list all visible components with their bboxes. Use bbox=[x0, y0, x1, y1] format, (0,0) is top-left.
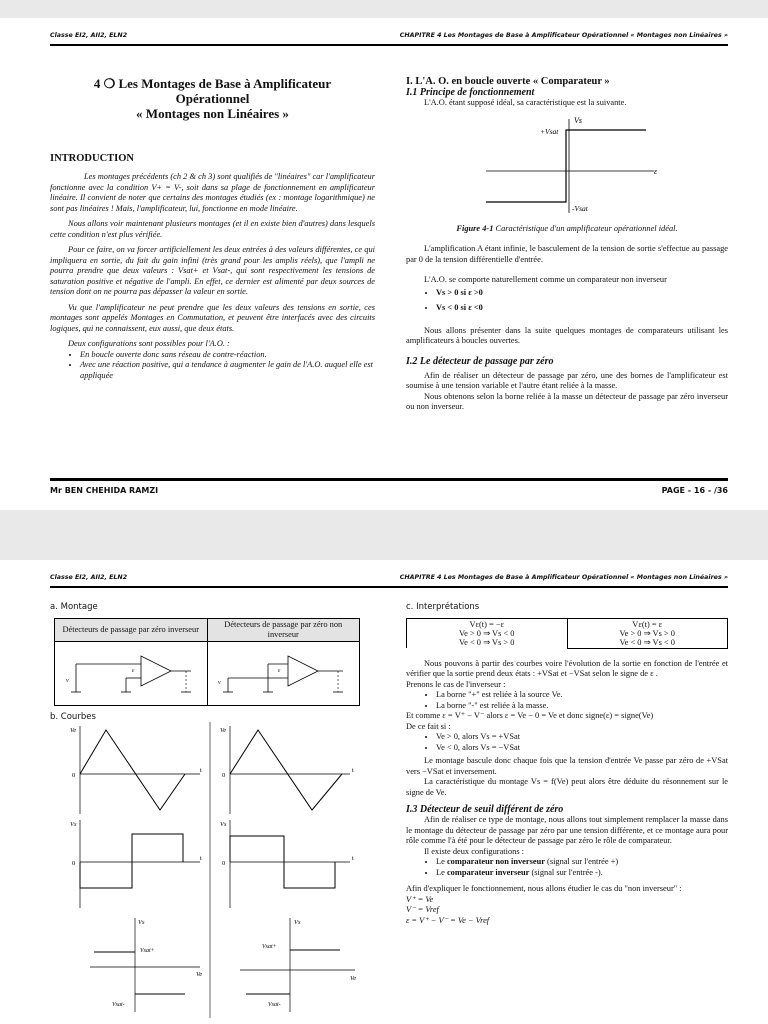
intro-heading: INTRODUCTION bbox=[50, 153, 135, 164]
intro-paragraph: Les montages précédents (ch 2 & ch 3) sont qualifiés de "linéaires" car l'amplificateur fonctionne avec la condition V+ = V-, soit dans sa plage de fonctionnement en amplificateur linéaire. Il convient de noter que certains des montages étudiés (ex : montage logarithmique) ne sont pas linéaires ! Mais, l'amplificateur, lui, fonctionne en mode linéaire. bbox=[50, 172, 375, 213]
intro-paragraph: Deux configurations sont possibles pour l'A.O. : bbox=[68, 339, 230, 348]
svg-text:Ve: Ve bbox=[70, 727, 77, 734]
svg-text:v: v bbox=[65, 677, 69, 684]
svg-text:0: 0 bbox=[222, 860, 226, 867]
right-column bbox=[406, 76, 728, 413]
section-paragraph: Afin de réaliser un détecteur de passage par zéro, une des bornes de l'amplificateur est soumise à une tension variable et l'autre étant reliée à la masse. bbox=[406, 370, 728, 390]
table-header: Détecteurs de passage par zéro inverseur bbox=[55, 618, 208, 641]
page-17 bbox=[0, 560, 768, 1024]
svg-text:ε: ε bbox=[278, 667, 281, 674]
section-paragraph: L'A.O. étant supposé idéal, sa caractéristique est la suivante. bbox=[424, 98, 627, 107]
section-paragraph: Le montage bascule donc chaque fois que la tension d'entrée Ve passe par zéro de +VSat vers −VSat et inversement. bbox=[406, 756, 728, 776]
list-item: • Avec une réaction positive, qui a tendance à augmenter le gain de l'A.O. auquel elle est appliquée bbox=[80, 360, 375, 381]
footer-author: Mr BEN CHEHIDA RAMZI bbox=[50, 486, 159, 495]
interpretation-table: Vε(t) = −ε Ve > 0 ⇒ Vs < 0 Ve < 0 ⇒ Vs > 0 Vε(t) = ε Ve > 0 ⇒ Vs > 0 Ve < 0 ⇒ Vs < 0 bbox=[406, 618, 728, 649]
right-column bbox=[406, 602, 728, 926]
page-header bbox=[50, 574, 728, 588]
transfer-curve bbox=[486, 130, 646, 202]
svg-text:ε: ε bbox=[131, 667, 135, 674]
list-item: • Le comparateur non inverseur (signal sur l'entrée +) bbox=[436, 857, 728, 868]
left-column bbox=[50, 76, 375, 381]
list-item: • Vs > 0 si ε >0 bbox=[436, 288, 728, 299]
eps-label: ε bbox=[654, 166, 658, 176]
footer-page-number: PAGE - 16 - /36 bbox=[661, 486, 728, 495]
curves-figure bbox=[50, 722, 370, 1018]
svg-text:Vsat-: Vsat- bbox=[268, 1002, 281, 1008]
equation: ε = V⁺ − V⁻ = Ve − Vref bbox=[406, 915, 490, 925]
inverting-circuit-diagram bbox=[56, 642, 206, 702]
montage-table bbox=[54, 618, 360, 706]
svg-text:t: t bbox=[200, 855, 202, 862]
header-chapter: CHAPITRE 4 Les Montages de Base à Amplificateur Opérationnel « Montages non Linéaires » bbox=[399, 574, 728, 581]
comparator-characteristic-figure bbox=[406, 109, 728, 217]
svg-text:Vs: Vs bbox=[294, 919, 301, 926]
intro-paragraph: Vu que l'amplificateur ne peut prendre que les deux valeurs des tensions en sortie, ces montages sont appelés Montages en Commutation, et peuvent être interfacés avec des circuits logiques, qui ne connaissent, eux aussi, que deux états. bbox=[50, 302, 375, 333]
table-header: Détecteurs de passage par zéro non inverseur bbox=[207, 618, 360, 641]
left-column bbox=[50, 602, 390, 1023]
section-paragraph: Afin d'expliquer le fonctionnement, nous allons étudier le cas du "non inverseur" : bbox=[406, 884, 682, 893]
montage-heading: a. Montage bbox=[50, 602, 98, 612]
list-item: • Vs < 0 si ε <0 bbox=[436, 303, 728, 314]
list-item: • Le comparateur inverseur (signal sur l'entrée -). bbox=[436, 868, 728, 879]
intro-paragraph: Pour ce faire, on va forcer artificiellement les deux entrées à des valeurs différentes, ce qui impliquera en sortie, du fait du gain infini (très grand pour les amplis réels), que l'ampli ne pourra prendre que deux valeurs : Vsat+ et Vsat-, qui sont respectivement les tensions de saturation positive et négative de l'ampli. En effet, ce dernier est alimenté par deux sources de tension dont on ne pourra pas dépasser la valeur en sortie. bbox=[50, 245, 375, 296]
chapter-title: 4 ❍ Les Montages de Base à Amplificateur Opérationnel « Montages non Linéaires » bbox=[93, 76, 332, 121]
equation: V⁺ = Ve bbox=[406, 894, 434, 904]
section-paragraph: Prenons le cas de l'inverseur : bbox=[406, 679, 506, 689]
section-paragraph: Afin de réaliser ce type de montage, nous allons tout simplement remplacer la masse dans le montage du détecteur de passage par zéro par une tension différente, et ce montage aura pour rôle comme l'à été pour le détecteur de passage par zéro le rôle de comparateur. bbox=[406, 815, 728, 845]
svg-text:0: 0 bbox=[222, 772, 226, 779]
comparator-list bbox=[406, 288, 728, 314]
section-paragraph: L'amplification A étant infinie, le basculement de la tension de sortie s'effectue au passage par 0 de la tension différentielle d'entrée. bbox=[406, 244, 728, 264]
list-item: • Ve < 0, alors Vs = −VSat bbox=[436, 743, 728, 754]
svg-text:Vs: Vs bbox=[220, 821, 227, 828]
svg-text:Vsat+: Vsat+ bbox=[262, 944, 277, 950]
section-paragraph: L'A.O. se comporte naturellement comme un comparateur non inverseur bbox=[424, 275, 667, 284]
svg-text:t: t bbox=[352, 767, 354, 774]
svg-text:0: 0 bbox=[72, 860, 76, 867]
section-1-heading: I. L'A. O. en boucle ouverte « Comparateur » bbox=[406, 76, 610, 87]
list-item: • En boucle ouverte donc sans réseau de contre-réaction. bbox=[80, 350, 375, 361]
page-footer bbox=[50, 478, 728, 499]
header-class: Classe EI2, AII2, ELN2 bbox=[50, 32, 128, 39]
non-inverting-circuit-cell bbox=[207, 641, 360, 705]
section-paragraph: Il existe deux configurations : bbox=[424, 846, 525, 856]
section-paragraph: La caractéristique du montage Vs = f(Ve) peut alors être déduite du résonnement sur le signe de Ve. bbox=[406, 777, 728, 797]
section-paragraph: Et comme ε = V⁺ − V⁻ alors ε = Ve − 0 = Ve et donc signe(ε) = signe(Ve) bbox=[406, 711, 654, 720]
vsat-pos-label: +Vsat bbox=[540, 126, 559, 136]
inverting-list bbox=[406, 690, 728, 711]
section-paragraph: Nous pouvons à partir des courbes voire l'évolution de la sortie en fonction de l'entrée et vérifier que la sortie prend deux états : +VSat et −VSat selon le signe de ε . bbox=[406, 658, 728, 678]
section-paragraph: Nous allons présenter dans la suite quelques montages de comparateurs utilisant les amplificateurs à boucles ouvertes. bbox=[406, 325, 728, 345]
svg-text:Ve: Ve bbox=[350, 975, 357, 982]
section-paragraph: Nous obtenons selon la borne reliée à la masse un détecteur de passage par zéro inverseur ou non inverseur. bbox=[406, 391, 728, 411]
curves-heading: b. Courbes bbox=[50, 711, 96, 722]
section-paragraph: De ce fait si : bbox=[406, 721, 451, 731]
section-1-3-heading: I.3 Détecteur de seuil différent de zéro bbox=[406, 804, 564, 815]
svg-text:Vs: Vs bbox=[138, 919, 145, 926]
vsat-neg-label: -Vsat bbox=[572, 203, 588, 213]
svg-text:Vs: Vs bbox=[70, 821, 77, 828]
header-class: Classe EI2, AII2, ELN2 bbox=[50, 574, 128, 581]
intro-list bbox=[50, 350, 375, 382]
section-1-1-heading: I.1 Principe de fonctionnement bbox=[406, 87, 535, 98]
svg-text:v: v bbox=[218, 679, 221, 686]
page-header bbox=[50, 32, 728, 46]
equation: V⁻ = Vref bbox=[406, 905, 439, 914]
svg-text:Ve: Ve bbox=[220, 727, 227, 734]
list-item: • La borne "-" est reliée à la masse. bbox=[436, 701, 728, 712]
page-16 bbox=[0, 18, 768, 510]
header-chapter: CHAPITRE 4 Les Montages de Base à Amplificateur Opérationnel « Montages non Linéaires » bbox=[399, 32, 728, 39]
section-1-2-heading: I.2 Le détecteur de passage par zéro bbox=[406, 355, 554, 367]
svg-text:Vsat+: Vsat+ bbox=[140, 948, 155, 954]
sign-list bbox=[406, 732, 728, 753]
list-item: • Ve > 0, alors Vs = +VSat bbox=[436, 732, 728, 743]
list-item: • La borne "+" est reliée à la source Ve. bbox=[436, 690, 728, 701]
figure-caption: Figure 4-1 Caractéristique d'un amplificateur opérationnel idéal. bbox=[456, 223, 678, 233]
svg-text:t: t bbox=[352, 855, 354, 862]
svg-text:0: 0 bbox=[72, 772, 76, 779]
inverting-circuit-cell bbox=[55, 641, 208, 705]
intro-paragraph: Nous allons voir maintenant plusieurs montages (et il en existe bien d'autres) dans lesquels cette condition n'est plus vérifiée. bbox=[50, 219, 375, 239]
interpretations-heading: c. Interprétations bbox=[406, 602, 480, 612]
configuration-list bbox=[406, 857, 728, 878]
non-inverting-circuit-diagram bbox=[208, 642, 358, 702]
svg-text:t: t bbox=[200, 767, 202, 774]
vs-label: Vs bbox=[574, 115, 582, 125]
svg-text:Ve: Ve bbox=[196, 971, 203, 978]
svg-text:Vsat-: Vsat- bbox=[112, 1002, 125, 1008]
